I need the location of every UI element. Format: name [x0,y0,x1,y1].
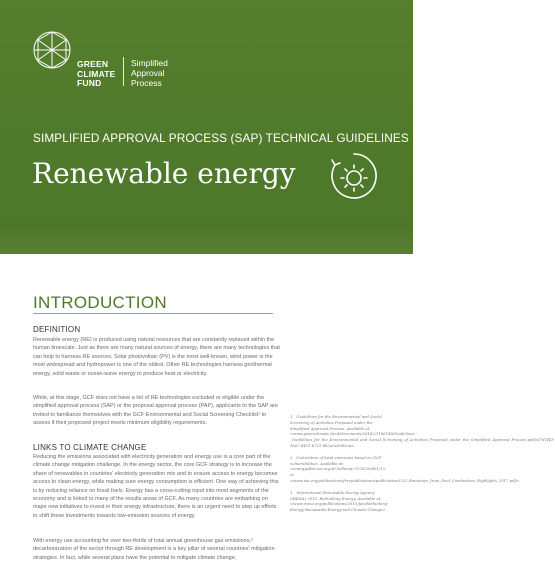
footnote: 3 International Renewable Energy Agency (IRENA) 2015. Rethinking Energy. Available at: <www.irena.org/publications/2015/Jan/Rethinking-Energy-Renewable-Energy-and-Climate-Change>. [290,489,389,513]
subtitle-line-3: Process [131,78,162,88]
definition-paragraph: Renewable energy (RE) is produced using natural resources that are constantly replaced within the human timescale. Just as there are many natural sources of energy, there are many technologies that can help to harness RE sources. Solar photovoltaic (PV) is the most well-known, wind power is the most widespread and hydropower is one of the oldest. Other RE technologies harness geothermal energy, solid waste or ocean-wave energy to produce heat or electricity. [33,337,280,377]
sap-paragraph: While, at this stage, GCF does not have a list of RE technologies excluded or eligible under the simplified approval process (SAP) or the proposal approval process (PAP), applicants to the SAP are invited to familiarize themselves with the GCF Environmental and Social Screening Checklist¹ to assess if their proposed project meets minimum eligibility requirements. [33,395,278,427]
sun-energy-icon [326,148,382,204]
definition-heading: DEFINITION [33,325,81,334]
page-title: Renewable energy [32,157,296,190]
logo-divider [123,57,124,86]
logo-line-fund: FUND [77,78,102,88]
introduction-heading: INTRODUCTION [33,293,167,312]
footnote: 1 Guidelines for the Environmental and Social Screening of Activities Proposed under the Simplified Approval Process. Available at: <www.greenclimate.fund/documents/20182/1166148/Guidelines_-_Guidelines_for_the_Environmental_and_Social_Screening_of_Activities_Proposed_under_the_Simplified_Approval_Process.pdf/cd7d1f43-1ba7-4431-b722-6b2a5e06b5ca>. [290,414,555,448]
links-paragraph: Reducing the emissions associated with electricity generation and energy use is a core part of the climate change mitigation challenge. In the energy sector, the core GCF strategy is to increase the share of renewables in countries' electricity generation mix and to ensure access to energy becomes access to clean energy, while making sure energy consumption is efficient. One way of achieving this is by reducing reliance on fossil fuels. Energy has a cross-cutting input into most segments of the economy and is linked to many of the results areas of GCF. As many countries are embarking on major new initiatives to invest in their energy infrastructure, there is an urgent need to step up efforts to shift these investments towards low-emission sources of energy. [33,454,279,519]
logo-line-climate: CLIMATE [77,68,116,79]
links-to-climate-change-heading: LINKS TO CLIMATE CHANGE [33,443,147,452]
footnote: 2 Calculation of total emissions based on GCF vulnerabilities. Available at: <energyatlas.iea.org/#!/tellmap/-1076250891/1> or <www.iea.org/publications/freepublications/publication/CO2_Emissions_from_Fuel_Combustion_Highlights_2017.pdf>. [290,454,521,483]
logo-subtitle [131,58,168,88]
footnotes-column [290,414,555,519]
header-fade [0,224,413,254]
logo-line-green: GREEN [77,59,109,69]
subtitle-line-1: Simplified [131,58,168,68]
closing-paragraph: With energy use accounting for over two-thirds of total annual greenhouse gas emissions,² decarbonization of the sector through RE development is a key pillar of several countries' mitigation strategies. In fact, while several plans have the potential to mitigate climate change, [33,538,275,561]
gcf-wordmark [77,60,116,89]
cover-header [0,0,413,254]
guideline-title: SIMPLIFIED APPROVAL PROCESS (SAP) TECHNICAL GUIDELINES [33,131,409,145]
gcf-globe-logo-icon [30,30,74,70]
introduction-rule [33,313,273,314]
subtitle-line-2: Approval [131,68,165,78]
